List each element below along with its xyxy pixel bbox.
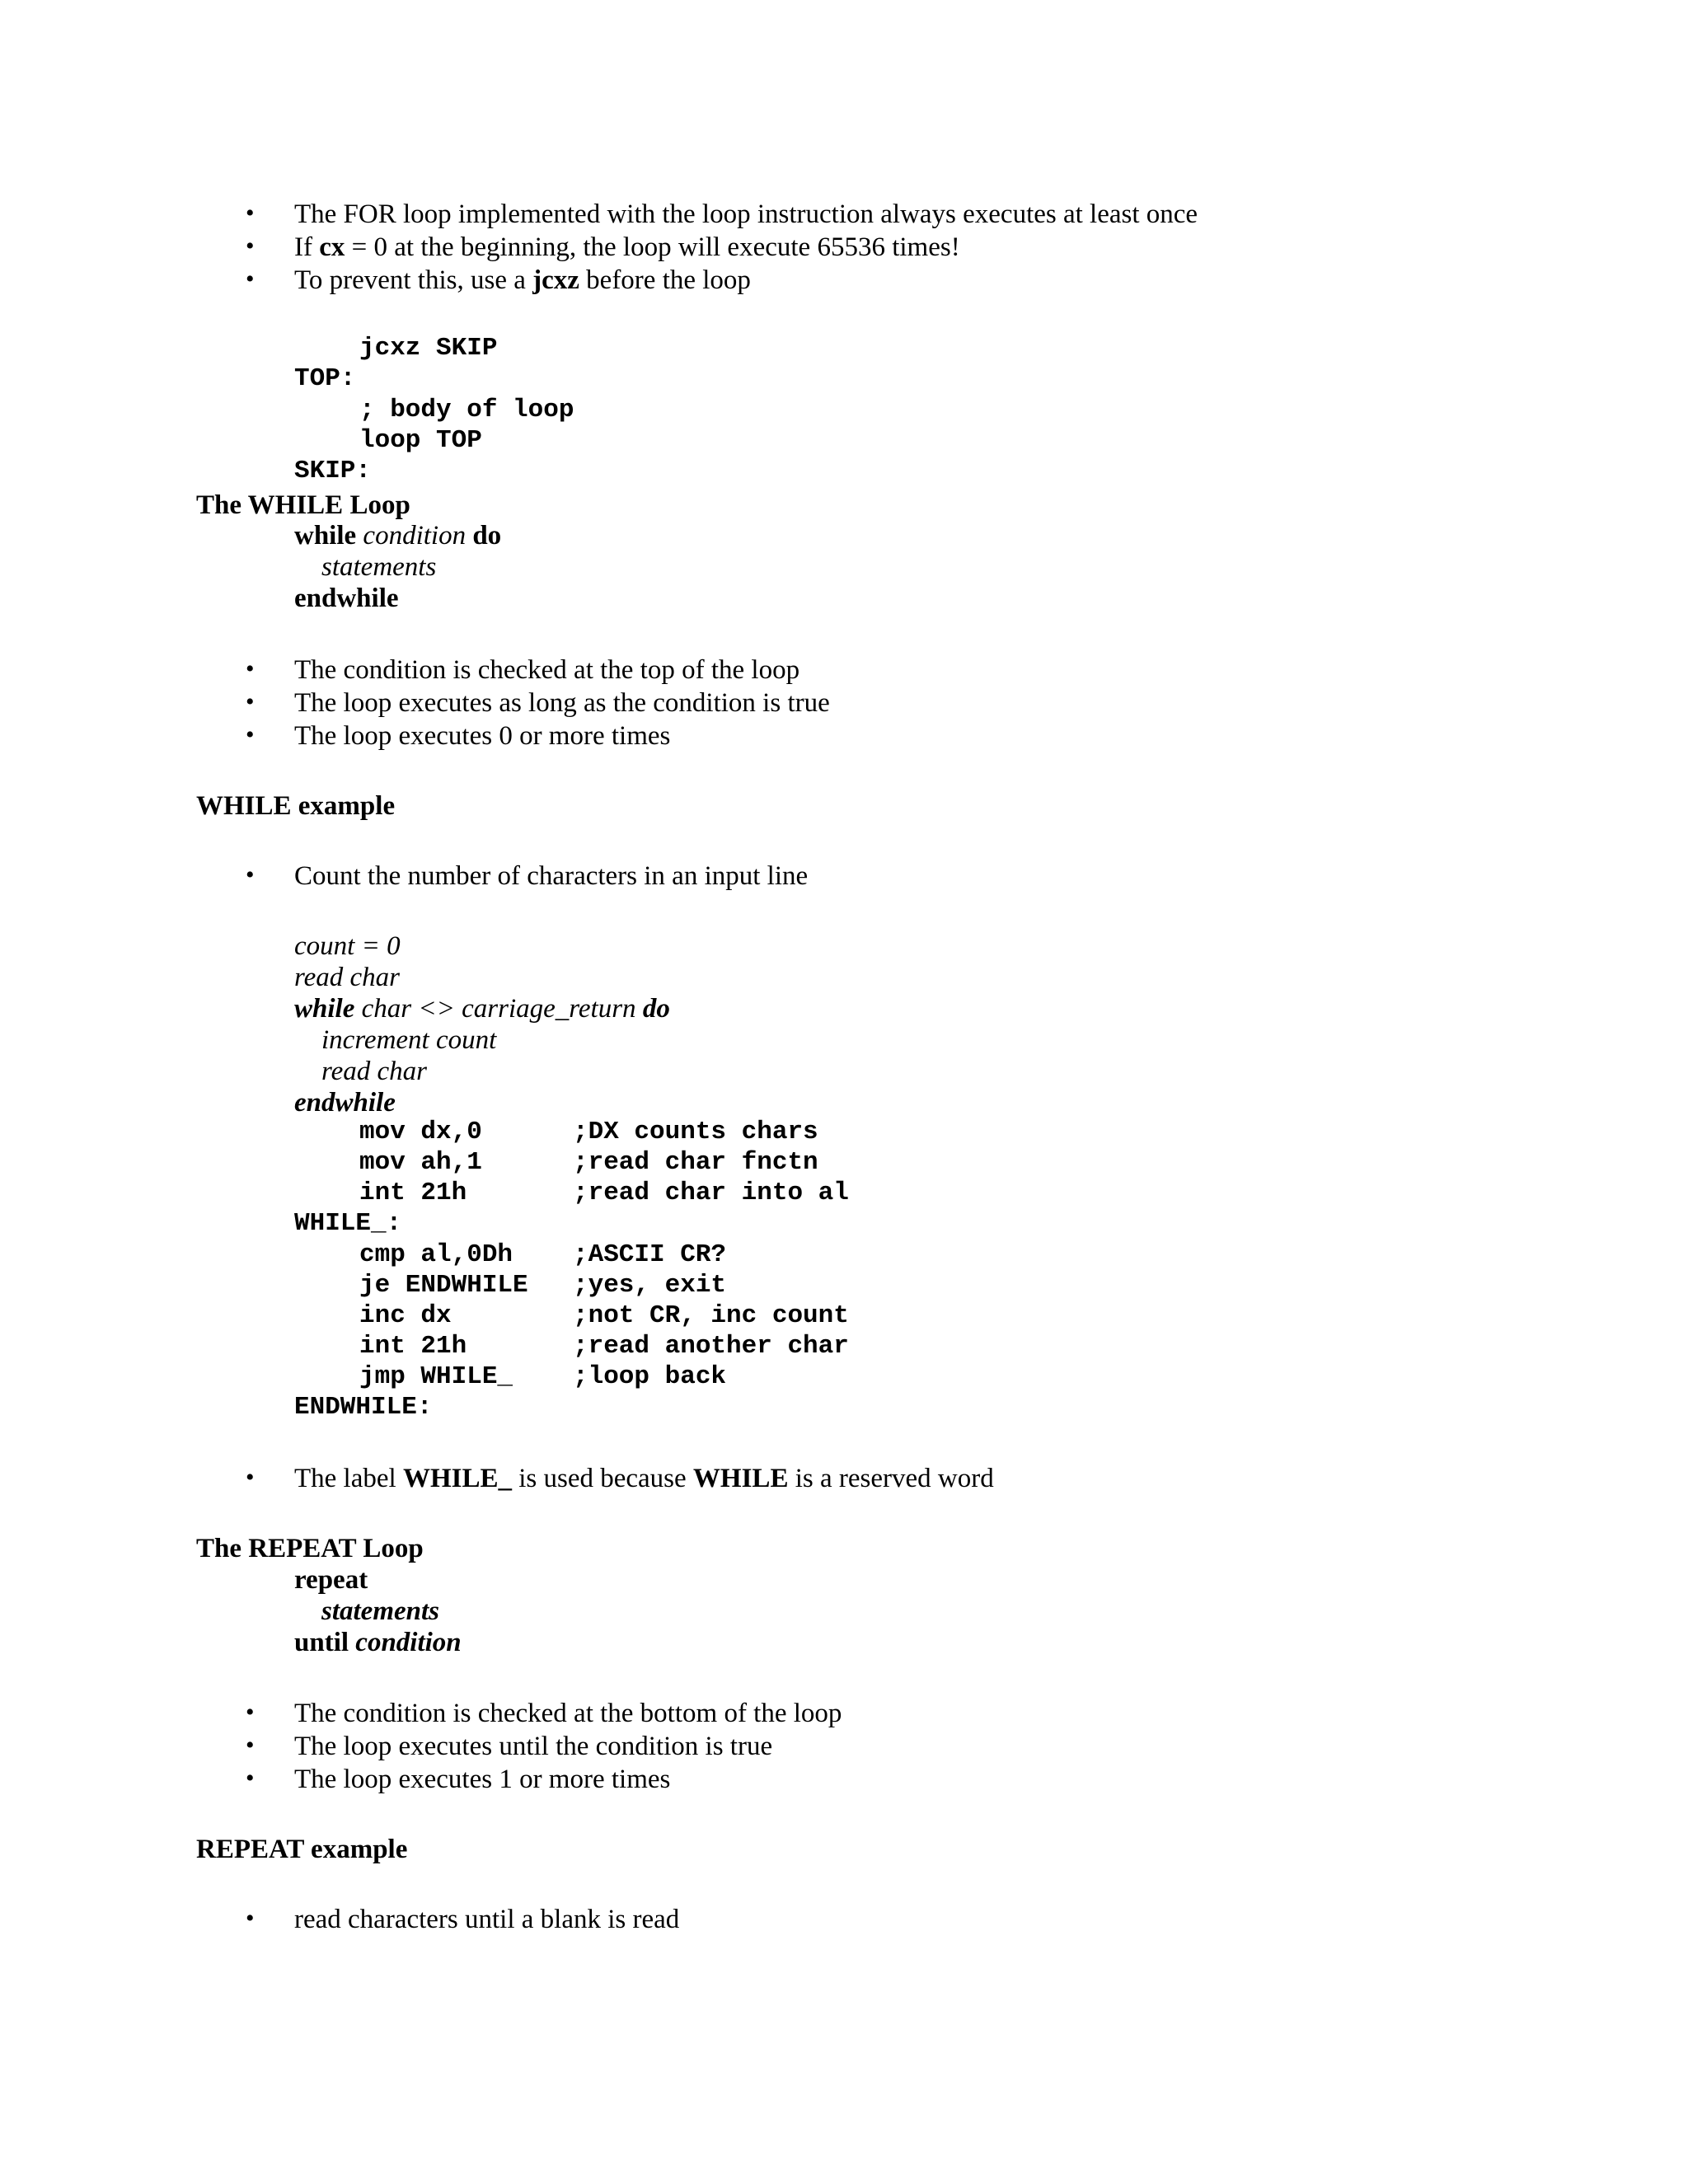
bullet-marker: • [246, 1765, 255, 1792]
bullet-marker: • [246, 265, 255, 293]
bullet-marker: • [246, 199, 255, 227]
note-reserved-bold: WHILE [692, 1464, 789, 1493]
jcxz-code-line: ; body of loop [359, 396, 574, 424]
while-example-bullet: Count the number of characters in an input line [294, 861, 809, 891]
asm-comment: ;yes, exit [573, 1271, 727, 1300]
pseudo-line: increment count [321, 1025, 497, 1055]
while-syntax-line [294, 523, 501, 550]
intro-bullet-1 [294, 201, 1198, 228]
while-syntax-condition: condition [356, 521, 473, 551]
bullet-marker: • [246, 655, 255, 682]
while-example-heading: WHILE example [196, 791, 396, 821]
while-syntax-statements: statements [321, 552, 437, 582]
intro-bullet-2-pre: If [294, 232, 320, 262]
note-label-bold: WHILE_ [402, 1464, 512, 1493]
repeat-syntax-until [294, 1629, 462, 1657]
repeat-bullet: The loop executes 1 or more times [294, 1765, 671, 1794]
asm-instr: je ENDWHILE [359, 1271, 528, 1300]
pseudo-line: read char [321, 1057, 428, 1086]
asm-comment: ;ASCII CR? [573, 1240, 727, 1269]
asm-instr: int 21h [359, 1332, 467, 1361]
note-mid: is used because [511, 1464, 693, 1493]
bullet-marker: • [246, 1699, 255, 1726]
pseudo-while-keyword: while [294, 994, 355, 1024]
asm-instr: mov ah,1 [359, 1148, 482, 1177]
bullet-marker: • [246, 688, 255, 715]
asm-comment: ;read char into al [573, 1179, 849, 1207]
note-pre: The label [294, 1464, 403, 1493]
pseudo-while-condition: char <> carriage_return [354, 994, 643, 1024]
repeat-until-keyword: until [294, 1628, 349, 1657]
asm-instr: jmp WHILE_ [359, 1362, 513, 1391]
intro-bullet-2 [294, 234, 960, 261]
repeat-syntax-statements: statements [321, 1596, 440, 1626]
repeat-bullet: The condition is checked at the bottom of the loop [294, 1699, 842, 1728]
jcxz-code-line: jcxz SKIP [359, 334, 498, 363]
note-post: is a reserved word [788, 1464, 994, 1493]
asm-label: WHILE_: [294, 1209, 402, 1238]
asm-instr: int 21h [359, 1179, 467, 1207]
jcxz-code-line: loop TOP [359, 426, 482, 455]
asm-instr: mov dx,0 [359, 1118, 482, 1146]
asm-comment: ;DX counts chars [573, 1118, 818, 1146]
repeat-example-bullet: read characters until a blank is read [294, 1905, 680, 1934]
intro-bullet-3 [294, 267, 751, 294]
pseudo-line: read char [294, 963, 401, 992]
intro-bullet-2-bold: cx [319, 232, 345, 262]
intro-bullet-1-text: The FOR loop implemented with the loop instruction always executes at least once [294, 199, 1198, 229]
asm-instr: inc dx [359, 1301, 452, 1330]
pseudo-endwhile: endwhile [294, 1088, 396, 1118]
intro-bullet-3-bold: jcxz [532, 265, 579, 295]
bullet-marker: • [246, 1732, 255, 1759]
while-label-note [294, 1465, 994, 1493]
while-syntax-end: endwhile [294, 583, 399, 613]
asm-comment: ;not CR, inc count [573, 1301, 849, 1330]
asm-instr: cmp al,0Dh [359, 1240, 513, 1269]
pseudo-while-do: do [642, 994, 670, 1024]
while-bullet: The loop executes as long as the condition is true [294, 688, 830, 718]
bullet-marker: • [246, 1464, 255, 1491]
repeat-example-heading: REPEAT example [196, 1835, 408, 1864]
pseudo-line: count = 0 [294, 931, 401, 961]
while-bullet: The loop executes 0 or more times [294, 721, 671, 751]
bullet-marker: • [246, 232, 255, 260]
jcxz-code-label: TOP: [294, 364, 356, 393]
asm-comment: ;read char fnctn [573, 1148, 818, 1177]
intro-bullet-3-pre: To prevent this, use a [294, 265, 533, 295]
intro-bullet-3-post: before the loop [579, 265, 751, 295]
asm-comment: ;loop back [573, 1362, 727, 1391]
bullet-marker: • [246, 861, 255, 888]
bullet-marker: • [246, 721, 255, 748]
while-syntax-keyword: while [294, 521, 357, 551]
bullet-marker: • [246, 1905, 255, 1932]
asm-label: ENDWHILE: [294, 1393, 433, 1422]
while-bullet: The condition is checked at the top of the loop [294, 655, 800, 685]
asm-comment: ;read another char [573, 1332, 849, 1361]
repeat-until-condition: condition [349, 1628, 462, 1657]
pseudo-while-line [294, 996, 670, 1023]
repeat-bullet: The loop executes until the condition is true [294, 1732, 773, 1761]
repeat-syntax-keyword: repeat [294, 1565, 368, 1595]
intro-bullet-2-post: = 0 at the beginning, the loop will execute 65536 times! [345, 232, 960, 262]
jcxz-code-label: SKIP: [294, 457, 372, 485]
while-syntax-do: do [472, 521, 502, 551]
while-heading: The WHILE Loop [196, 490, 410, 520]
repeat-heading: The REPEAT Loop [196, 1534, 424, 1563]
